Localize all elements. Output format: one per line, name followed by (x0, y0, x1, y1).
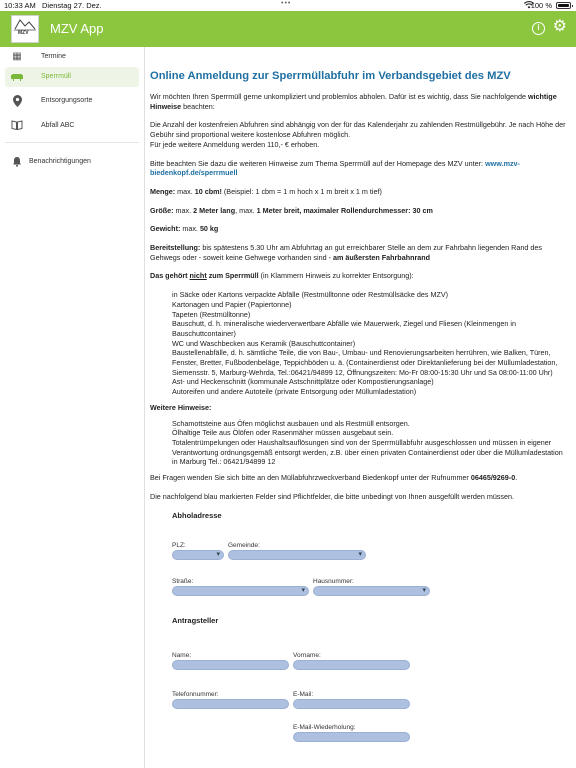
list-item: in Säcke oder Kartons verpackte Abfälle (Restmülltonne oder Restmüllsäcke des MZV) (172, 290, 449, 300)
mzv-logo (11, 15, 39, 43)
not-sperrmuell-list (150, 290, 568, 397)
sidebar-item-label: Sperrmüll (41, 73, 71, 80)
list-item: Tapeten (Restmülltonne) (172, 309, 251, 319)
bereitstellung-paragraph: Bereitstellung: bis spätestens 5.30 Uhr am Abfuhrtag an gut erreichbarer Stelle an dem zur Fahrbahn liegenden Rand des Gehwegs oder - soweit keine Gehwege vorhanden sind - am äußersten Fahrbahnrand (150, 243, 542, 262)
not-sperrmuell-heading: Das gehört nicht zum Sperrmüll (in Klammern Hinweis zu korrekter Entsorgung): (150, 271, 414, 281)
list-item: Ast- und Heckenschnitt (kommunale Astschnittplätze oder Kompostierungsanlage) (172, 377, 434, 387)
sidebar-item-entsorgungsorte[interactable] (5, 91, 139, 111)
free-pickups-paragraph: Die Anzahl der kostenfreien Abfuhren sind abhängig von der für das Kalenderjahr zu zahlenden Restmüllgebühr. Je nach Höhe der Gebühr sind proportional weitere kostenlose Abfuhren möglich. Für jede weitere Anmeldung werden 110,- € erhoben. (150, 120, 566, 149)
sidebar-divider (5, 142, 139, 143)
intro-paragraph: Wir möchten Ihren Sperrmüll gerne unkompliziert und problemlos abholen. Dafür ist es wichtig, dass Sie nachfolgende wichtige Hinweise beachten: (150, 92, 557, 111)
list-item: Autoreifen und andere Autoteile (private Entsorgung oder Müllumladestation) (172, 387, 417, 397)
list-item: Baustellenabfälle, d. h. sämtliche Teile, die von Bau-, Umbau- und Renovierungsarbeiten herrühren, wie Balken, Türen, Fenster, Bretter, Fußbodenbeläge, Teppichböden u. ä. (Containerdienst oder Direktanlieferung bei der Müllumladestation, Siemensstr. 5, Marburg-Wehrda, Tel.:06421/94899 12, Öffnungszeiten: Mo-Fr 08:00-15:30 Uhr und Sa 08:00-11:00 Uhr) (172, 348, 558, 377)
pflichtfelder-paragraph: Die nachfolgend blau markierten Felder sind Pflichtfelder, die bitte unbedingt von Ihnen ausgefüllt werden müssen. (150, 491, 514, 501)
list-item: Totalentrümpelungen oder Haushaltsauflösungen sind von der Sperrmüllabfuhr ausgeschlossen und müssen in eigener Verantwortung ordnungsgemäß entsorgt werden, z.B. über einen privaten Containerdienst oder über die Müllumladestation in Marburg Tel.: 06421/94899 12 (172, 437, 563, 467)
battery-percentage: 100 % (530, 1, 552, 10)
page-title: Online Anmeldung zur Sperrmüllabfuhr im Verbandsgebiet des MZV (150, 70, 511, 82)
hausnummer-select[interactable] (313, 586, 430, 596)
homepage-hint-paragraph: Bitte beachten Sie dazu die weiteren Hinweise zum Thema Sperrmüll auf der Homepage des MZV unter: www.mzv-biedenkopf.de/sperrmuell (150, 158, 520, 178)
list-item: WC und Waschbecken aus Keramik (Bauschuttcontainer) (172, 338, 356, 348)
email-wiederholung-input[interactable] (293, 732, 410, 742)
plz-select[interactable] (172, 550, 224, 560)
gemeinde-select[interactable] (228, 550, 366, 560)
logo-text: MZV (18, 30, 29, 36)
calendar-icon: ▦ (12, 51, 22, 62)
name-input[interactable] (172, 660, 289, 670)
menge-paragraph: Menge: max. 10 cbm! (Beispiel: 1 cbm = 1 m hoch x 1 m breit x 1 m tief) (150, 186, 382, 196)
plz-label: PLZ: (172, 541, 186, 549)
hausnummer-label: Hausnummer: (313, 577, 354, 585)
battery-icon (556, 2, 571, 9)
weitere-hinweise-heading: Weitere Hinweise: (150, 402, 212, 412)
weitere-hinweise-list (150, 419, 568, 468)
multitasking-dots-icon[interactable]: ••• (281, 0, 292, 7)
abholadresse-heading: Abholadresse (172, 510, 222, 520)
homepage-link[interactable]: www.mzv-biedenkopf.de/sperrmuell (150, 158, 520, 178)
sidebar (0, 47, 145, 768)
status-bar (0, 0, 576, 11)
antragsteller-heading: Antragsteller (172, 615, 219, 625)
gear-icon[interactable]: ⚙ (552, 18, 567, 35)
sidebar-item-abfall-abc[interactable] (5, 116, 139, 136)
list-item: Ölhaltige Teile aus Ölöfen oder Rasenmäher müssen ausgebaut sein. (172, 428, 394, 438)
main-content[interactable] (146, 47, 576, 768)
email-label: E-Mail: (293, 690, 314, 698)
book-icon (11, 120, 23, 132)
name-label: Name: (172, 651, 192, 659)
telefon-input[interactable] (172, 699, 289, 709)
couch-icon (11, 71, 23, 83)
sidebar-item-label: Benachrichtigungen (29, 158, 91, 165)
sidebar-item-label: Entsorgungsorte (41, 97, 93, 104)
location-pin-icon (11, 95, 23, 107)
bell-icon (11, 156, 23, 168)
telefon-label: Telefonnummer: (172, 690, 219, 698)
sidebar-item-sperrmuell[interactable] (5, 67, 139, 87)
sidebar-item-termine[interactable] (5, 47, 139, 67)
status-time: 10:33 AM (4, 1, 36, 10)
email-wiederholung-label: E-Mail-Wiederholung: (293, 723, 356, 731)
groesse-paragraph: Größe: max. 2 Meter lang, max. 1 Meter breit, maximaler Rollendurchmesser: 30 cm (150, 205, 433, 215)
app-title: MZV App (50, 21, 104, 36)
fragen-paragraph: Bei Fragen wenden Sie sich bitte an den Müllabfuhrzweckverband Biedenkopf unter der Rufnummer 06465/9269-0. (150, 473, 518, 483)
app-bar (0, 11, 576, 47)
sidebar-item-label: Termine (41, 53, 66, 60)
status-date: Dienstag 27. Dez. (42, 1, 102, 10)
list-item: Schamottsteine aus Öfen möglichst ausbauen und als Restmüll entsorgen. (172, 418, 410, 428)
gewicht-paragraph: Gewicht: max. 50 kg (150, 224, 219, 234)
list-item: Bauschutt, d. h. mineralische wiederverwertbare Abfälle wie Mauerwerk, Ziegel und Fliesen (Kleinmengen in Bauschuttcontainer) (172, 319, 516, 338)
info-icon[interactable]: i (532, 22, 545, 35)
pickup-form (150, 511, 568, 742)
list-item: Kartonagen und Papier (Papiertonne) (172, 299, 292, 309)
vorname-input[interactable] (293, 660, 410, 670)
email-input[interactable] (293, 699, 410, 709)
strasse-label: Straße: (172, 577, 194, 585)
vorname-label: Vorname: (293, 651, 321, 659)
strasse-select[interactable] (172, 586, 309, 596)
sidebar-item-label: Abfall ABC (41, 122, 75, 129)
sidebar-item-benachrichtigungen[interactable] (5, 152, 139, 172)
gemeinde-label: Gemeinde: (228, 541, 260, 549)
